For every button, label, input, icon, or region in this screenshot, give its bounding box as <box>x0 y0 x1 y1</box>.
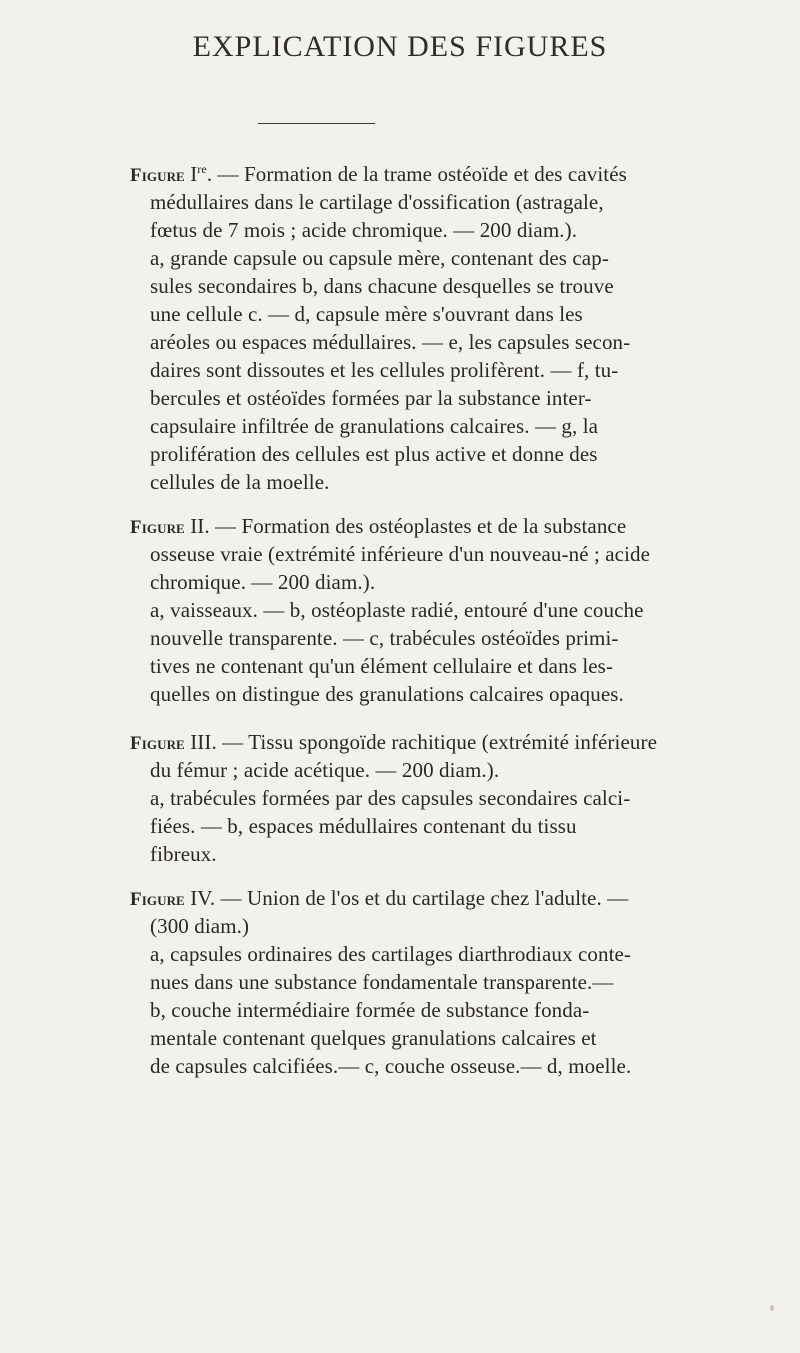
figure-caption-text: . — Tissu spongoïde rachitique (extrémité inférieure <box>211 730 657 754</box>
figure-heading-line <box>130 728 657 758</box>
figure-text-line: nues dans une substance fondamentale transparente.— <box>150 970 614 994</box>
figure-text-line: sules secondaires b, dans chacune desquelles se trouve <box>150 274 614 298</box>
paper-smudge <box>770 1305 774 1311</box>
figure-number: I <box>190 162 198 186</box>
figure-text-line: du fémur ; acide acétique. — 200 diam.). <box>150 758 500 782</box>
figure-text-line: a, capsules ordinaires des cartilages diarthrodiaux conte- <box>150 942 632 966</box>
figure-text-line: de capsules calcifiées.— c, couche osseuse.— d, moelle. <box>150 1054 632 1078</box>
figure-number: IV <box>190 886 210 910</box>
figure-text-line: une cellule c. — d, capsule mère s'ouvrant dans les <box>150 302 583 326</box>
figure-heading-line <box>130 160 627 190</box>
figure-text-line: tives ne contenant qu'un élément cellulaire et dans les- <box>150 654 614 678</box>
figure-label: Figure <box>130 517 185 538</box>
figure-caption-text: . — Formation de la trame ostéoïde et des cavités <box>206 162 627 186</box>
figure-number: II <box>190 514 205 538</box>
figure-text-line: daires sont dissoutes et les cellules prolifèrent. — f, tu- <box>150 358 619 382</box>
figure-text-line: médullaires dans le cartilage d'ossification (astragale, <box>150 190 604 214</box>
figure-text-line: aréoles ou espaces médullaires. — e, les capsules secon- <box>150 330 631 354</box>
figure-text-line: bercules et ostéoïdes formées par la substance inter- <box>150 386 592 410</box>
figure-number-superscript: re <box>197 162 207 176</box>
figure-text-line: capsulaire infiltrée de granulations calcaires. — g, la <box>150 414 599 438</box>
figure-text-line: fiées. — b, espaces médullaires contenant du tissu <box>150 814 577 838</box>
figure-text-line: b, couche intermédiaire formée de substance fonda- <box>150 998 590 1022</box>
figure-text-line: a, vaisseaux. — b, ostéoplaste radié, entouré d'une couche <box>150 598 644 622</box>
figure-text-line: mentale contenant quelques granulations calcaires et <box>150 1026 597 1050</box>
figure-caption-text: . — Formation des ostéoplastes et de la substance <box>204 514 627 538</box>
figure-text-line: fibreux. <box>150 842 217 866</box>
figure-label: Figure <box>130 165 185 186</box>
figure-caption-text: . — Union de l'os et du cartilage chez l'adulte. — <box>209 886 629 910</box>
figure-text-line: chromique. — 200 diam.). <box>150 570 376 594</box>
figure-text-line: prolifération des cellules est plus active et donne des <box>150 442 598 466</box>
title-rule <box>258 123 375 124</box>
figure-text-line: osseuse vraie (extrémité inférieure d'un nouveau-né ; acide <box>150 542 651 566</box>
figure-text-line: a, grande capsule ou capsule mère, contenant des cap- <box>150 246 609 270</box>
figure-number: III <box>190 730 212 754</box>
figure-text-line: cellules de la moelle. <box>150 470 330 494</box>
figure-text-line: fœtus de 7 mois ; acide chromique. — 200 diam.). <box>150 218 578 242</box>
figure-text-line: quelles on distingue des granulations calcaires opaques. <box>150 682 624 706</box>
figure-text-line: a, trabécules formées par des capsules secondaires calci- <box>150 786 631 810</box>
figure-heading-line <box>130 884 628 914</box>
page-title: EXPLICATION DES FIGURES <box>192 30 608 63</box>
figure-heading-line <box>130 512 626 542</box>
figure-text-line: (300 diam.) <box>150 914 250 938</box>
figure-label: Figure <box>130 733 185 754</box>
figure-label: Figure <box>130 889 185 910</box>
figure-text-line: nouvelle transparente. — c, trabécules ostéoïdes primi- <box>150 626 619 650</box>
